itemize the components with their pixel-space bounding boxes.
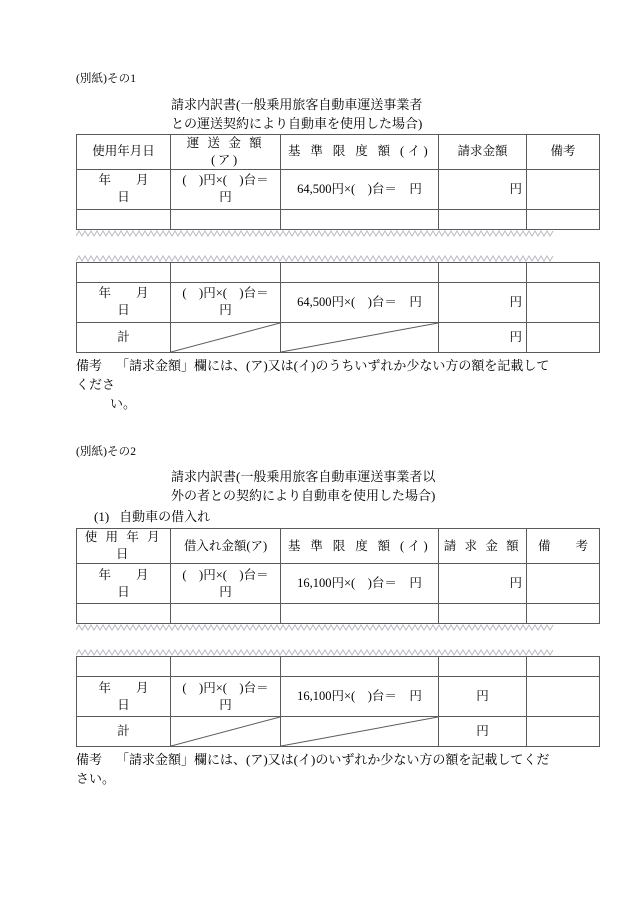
cell-amount[interactable] (171, 677, 281, 717)
header-cell-claim: 請求金額 (439, 134, 527, 169)
table-row (77, 604, 600, 624)
table-total-row (77, 322, 600, 352)
cell-amount-line1: ( )円×( )台＝ (182, 680, 269, 695)
cell-limit[interactable] (281, 657, 439, 677)
cell-amount[interactable] (171, 564, 281, 604)
cell-remarks[interactable] (527, 677, 600, 717)
section2-subsection-label: 自動車の借入れ (119, 509, 211, 524)
table-row (77, 677, 600, 717)
cell-date[interactable]: 年 月 日 (77, 169, 171, 209)
header-cell-limit: 基 準 限 度 額 (イ) (281, 134, 439, 169)
cell-remarks[interactable] (527, 209, 600, 229)
section2-title (76, 467, 554, 505)
cell-amount-line2: 円 (219, 584, 232, 599)
cell-amount[interactable] (171, 169, 281, 209)
diagonal-strike-icon (171, 323, 280, 352)
table-row (77, 169, 600, 209)
header-cell-date: 使 用 年 月 日 (77, 529, 171, 564)
cell-limit[interactable]: 64,500円×( )台＝ 円 (281, 169, 439, 209)
cell-limit[interactable]: 64,500円×( )台＝ 円 (281, 282, 439, 322)
cell-date[interactable] (77, 262, 171, 282)
section2-note (76, 750, 554, 788)
section2-title-line2: 外の者との契約により自動車を使用した場合) (171, 488, 436, 503)
cell-amount-struck (171, 322, 281, 352)
header-cell-amount: 借入れ金額(ア) (171, 529, 281, 564)
cell-limit[interactable] (281, 604, 439, 624)
cell-remarks[interactable] (527, 604, 600, 624)
table-break-gap (76, 631, 554, 649)
table-break-gap (76, 237, 554, 255)
cell-limit-struck (281, 717, 439, 747)
cell-amount[interactable] (171, 657, 281, 677)
cell-remarks[interactable] (527, 657, 600, 677)
table-row (77, 209, 600, 229)
table-row (77, 262, 600, 282)
cell-total-label: 計 (77, 322, 171, 352)
header-cell-claim: 請 求 金 額 (439, 529, 527, 564)
cell-date[interactable]: 年 月 日 (77, 677, 171, 717)
header-cell-date: 使用年月日 (77, 134, 171, 169)
cell-amount[interactable] (171, 262, 281, 282)
header-cell-remarks: 備 考 (527, 529, 600, 564)
cell-limit[interactable]: 16,100円×( )台＝ 円 (281, 564, 439, 604)
section1-note (76, 356, 554, 413)
cell-amount-line1: ( )円×( )台＝ (182, 173, 269, 187)
cell-date[interactable] (77, 209, 171, 229)
cell-claim[interactable]: 円 (439, 282, 527, 322)
table-total-row (77, 717, 600, 747)
section1-note-line1: 「請求金額」欄には、(ア)又は(イ)のうちいずれか少ない方の額を記載してくださ (76, 357, 550, 392)
section-bessi-2 (76, 445, 588, 789)
header-cell-remarks: 備考 (527, 134, 600, 169)
table-row (77, 564, 600, 604)
cell-remarks[interactable] (527, 262, 600, 282)
cell-claim[interactable] (439, 209, 527, 229)
section2-subsection (76, 507, 554, 526)
cell-total-remarks[interactable] (527, 322, 600, 352)
diagonal-strike-icon (281, 717, 438, 746)
section2-table-lower (76, 656, 600, 747)
cell-total-remarks[interactable] (527, 717, 600, 747)
cell-total-claim[interactable]: 円 (439, 322, 527, 352)
cell-amount-line1: ( )円×( )台＝ (182, 567, 269, 582)
section-bessi-1 (76, 73, 576, 413)
cell-claim[interactable] (439, 262, 527, 282)
cell-date[interactable] (77, 604, 171, 624)
section1-table-upper (76, 134, 600, 230)
cell-claim[interactable]: 円 (439, 677, 527, 717)
header-cell-amount: 運 送 金 額 (ア) (171, 134, 281, 169)
section1-note-label: 備考 (76, 357, 103, 373)
document-content (76, 73, 588, 788)
cell-claim[interactable] (439, 604, 527, 624)
cell-claim[interactable]: 円 (439, 169, 527, 209)
diagonal-strike-icon (171, 717, 280, 746)
section2-table-upper (76, 528, 600, 624)
cell-total-claim[interactable]: 円 (439, 717, 527, 747)
cell-limit[interactable] (281, 262, 439, 282)
section2-sheet-label: (別紙)その2 (76, 445, 137, 458)
cell-limit[interactable] (281, 209, 439, 229)
diagonal-strike-icon (281, 323, 438, 352)
cell-date[interactable]: 年 月 日 (77, 282, 171, 322)
section1-note-line2: い。 (110, 395, 137, 411)
table-row (77, 657, 600, 677)
section2-note-label: 備考 (76, 752, 103, 767)
cell-claim[interactable]: 円 (439, 564, 527, 604)
cell-remarks[interactable] (527, 564, 600, 604)
section1-title-line2: との運送契約により自動車を使用した場合) (171, 115, 423, 131)
table-break-zigzag-top (76, 230, 554, 237)
table-row (77, 282, 600, 322)
section-spacer (76, 413, 554, 447)
cell-amount[interactable] (171, 604, 281, 624)
cell-amount-line2: 円 (219, 697, 232, 712)
cell-amount[interactable] (171, 282, 281, 322)
cell-amount-line2: 円 (219, 303, 232, 317)
section2-title-line1: 請求内訳書(一般乗用旅客自動車運送事業者以 (171, 469, 436, 484)
cell-claim[interactable] (439, 657, 527, 677)
table-header-row (77, 134, 600, 169)
section1-title-line1: 請求内訳書(一般乗用旅客自動車運送事業者 (171, 96, 423, 112)
table-break-zigzag-bottom (76, 255, 554, 262)
section2-note-line1: 「請求金額」欄には、(ア)又は(イ)のいずれか少ない方の額を記載してください。 (76, 752, 550, 786)
cell-amount-line1: ( )円×( )台＝ (182, 286, 269, 300)
cell-limit[interactable]: 16,100円×( )台＝ 円 (281, 677, 439, 717)
header-cell-limit: 基 準 限 度 額 (イ) (281, 529, 439, 564)
cell-amount-line2: 円 (219, 190, 232, 204)
cell-limit-struck (281, 322, 439, 352)
section1-table-lower (76, 262, 600, 353)
table-break-zigzag-bottom (76, 649, 554, 656)
section1-sheet-label: (別紙)その1 (76, 73, 137, 85)
section2-subsection-number: (1) (94, 509, 110, 524)
cell-date[interactable]: 年 月 日 (77, 564, 171, 604)
cell-total-label: 計 (77, 717, 171, 747)
table-break-zigzag-top (76, 624, 554, 631)
cell-amount[interactable] (171, 209, 281, 229)
cell-amount-struck (171, 717, 281, 747)
table-header-row (77, 529, 600, 564)
cell-date[interactable] (77, 657, 171, 677)
section1-title (76, 95, 554, 133)
cell-remarks[interactable] (527, 169, 600, 209)
cell-remarks[interactable] (527, 282, 600, 322)
